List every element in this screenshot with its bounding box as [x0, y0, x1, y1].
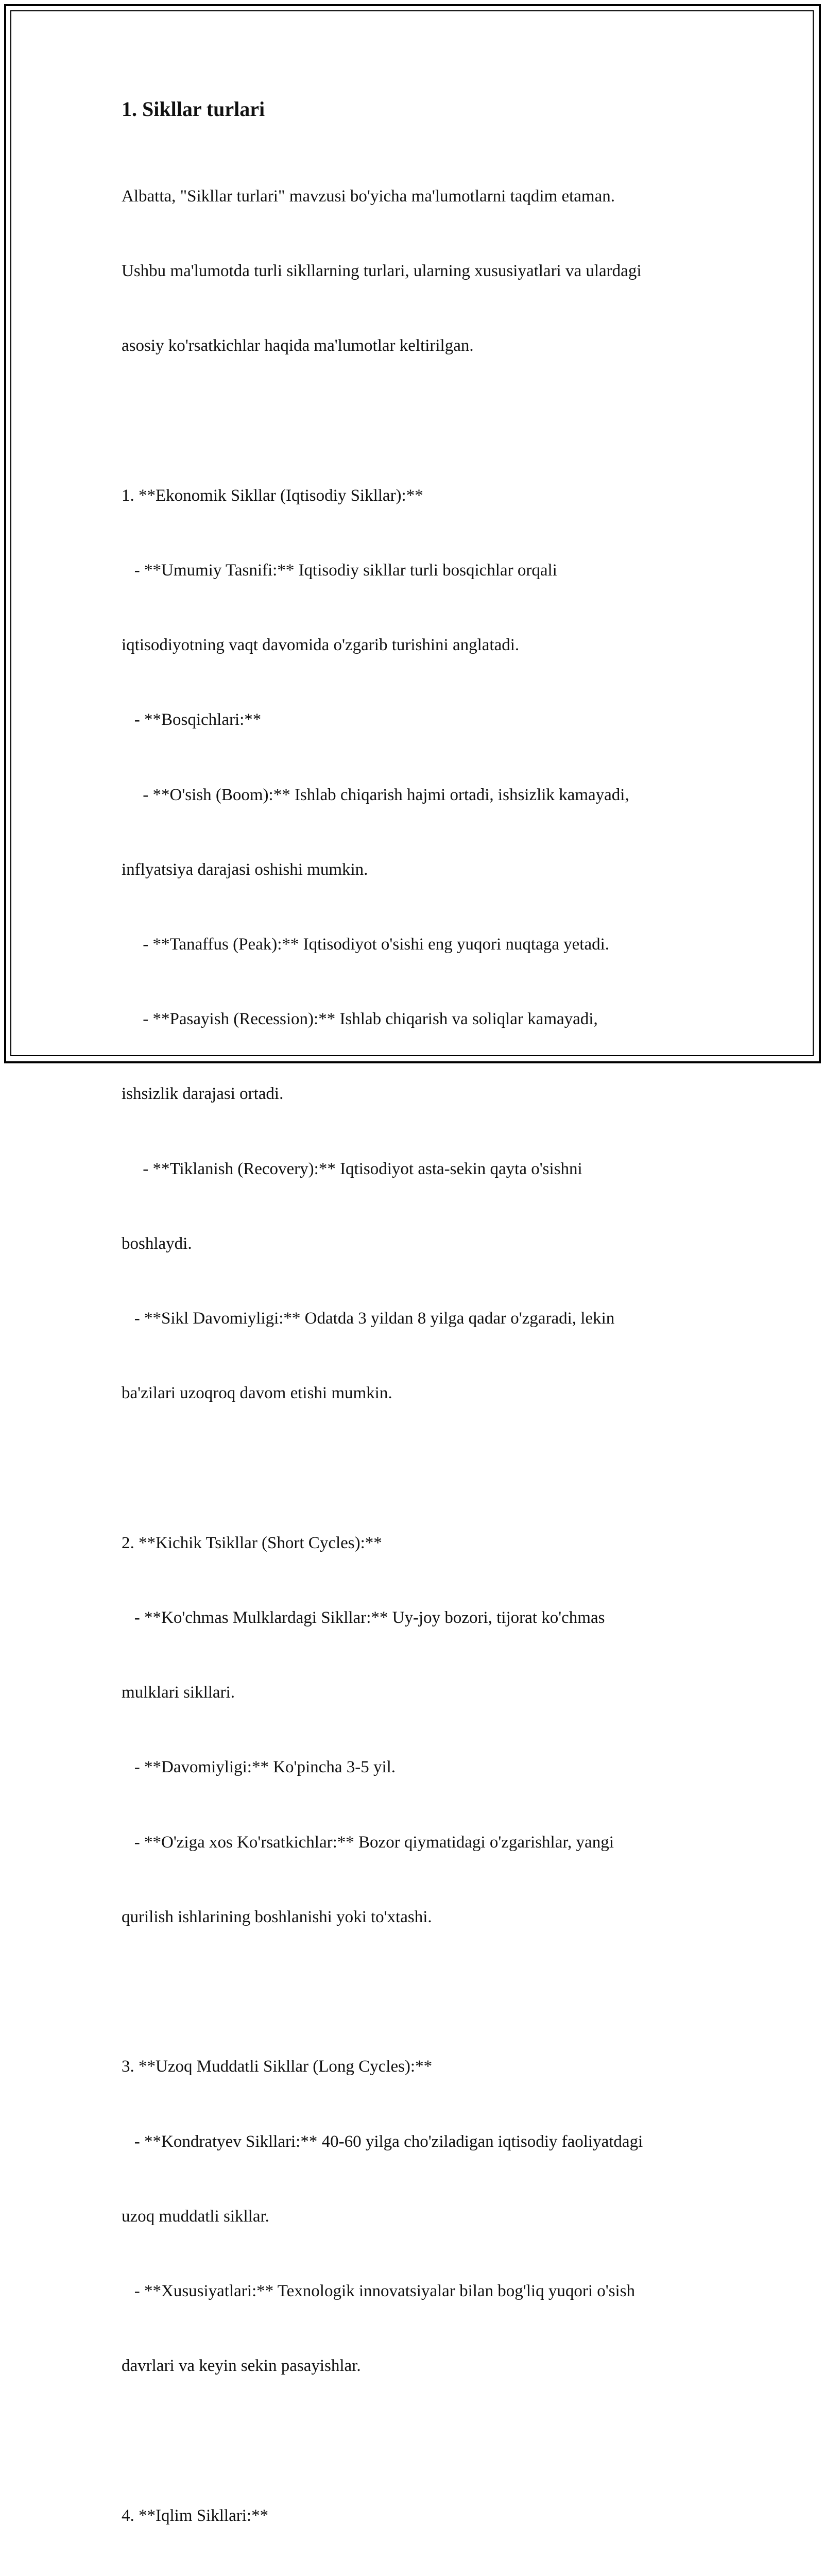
- text-line: boshlaydi.: [122, 1234, 192, 1253]
- text-line: davrlari va keyin sekin pasayishlar.: [122, 2357, 361, 2376]
- text-line: - **Pasayish (Recession):** Ishlab chiqarish va soliqlar kamayadi,: [122, 1010, 598, 1029]
- text-line: 1. **Ekonomik Sikllar (Iqtisodiy Sikllar):**: [122, 486, 423, 505]
- text-line: iqtisodiyotning vaqt davomida o'zgarib turishini anglatadi.: [122, 636, 520, 655]
- text-line: - **O'ziga xos Ko'rsatkichlar:** Bozor qiymatidagi o'zgarishlar, yangi: [122, 1833, 614, 1852]
- text-line: - **O'sish (Boom):** Ishlab chiqarish hajmi ortadi, ishsizlik kamayadi,: [122, 785, 629, 804]
- text-line: uzoq muddatli sikllar.: [122, 2207, 269, 2226]
- text-line: - **Tanaffus (Peak):** Iqtisodiyot o'sishi eng yuqori nuqtaga yetadi.: [122, 935, 610, 954]
- text-line: [122, 408, 709, 433]
- text-line: - **Umumiy Tasnifi:** Iqtisodiy sikllar turli bosqichlar orqali: [122, 561, 557, 580]
- text-line: [122, 1456, 709, 1481]
- text-line: 2. **Kichik Tsikllar (Short Cycles):**: [122, 1533, 382, 1552]
- document-body: [122, 134, 709, 2576]
- text-line: ishsizlik darajasi ortadi.: [122, 1084, 284, 1104]
- text-line: - **Kondratyev Sikllari:** 40-60 yilga cho'ziladigan iqtisodiy faoliyatdagi: [122, 2132, 643, 2151]
- text-line: ba'zilari uzoqroq davom etishi mumkin.: [122, 1384, 392, 1403]
- text-line: 4. **Iqlim Sikllari:**: [122, 2506, 269, 2525]
- text-line: Albatta, "Sikllar turlari" mavzusi bo'yicha ma'lumotlarni taqdim etaman.: [122, 187, 615, 206]
- text-line: 3. **Uzoq Muddatli Sikllar (Long Cycles):**: [122, 2057, 433, 2076]
- text-line: - **Ko'chmas Mulklardagi Sikllar:** Uy-joy bozori, tijorat ko'chmas: [122, 1608, 605, 1627]
- text-line: qurilish ishlarining boshlanishi yoki to'xtashi.: [122, 1907, 432, 1926]
- text-line: - **Tiklanish (Recovery):** Iqtisodiyot asta-sekin qayta o'sishni: [122, 1159, 582, 1178]
- text-line: - **Sikl Davomiyligi:** Odatda 3 yildan 8 yilga qadar o'zgaradi, lekin: [122, 1309, 615, 1328]
- document-heading: 1. Sikllar turlari: [122, 97, 265, 121]
- text-line: mulklari sikllari.: [122, 1683, 235, 1702]
- text-line: [122, 2428, 709, 2453]
- text-line: asosiy ko'rsatkichlar haqida ma'lumotlar keltirilgan.: [122, 336, 474, 355]
- text-line: - **Xususiyatlari:** Texnologik innovatsiyalar bilan bog'liq yuqori o'sish: [122, 2281, 636, 2300]
- text-line: - **Davomiyligi:** Ko'pincha 3-5 yil.: [122, 1758, 396, 1777]
- text-line: - **Bosqichlari:**: [122, 710, 262, 730]
- text-line: inflyatsiya darajasi oshishi mumkin.: [122, 860, 368, 879]
- text-line: Ushbu ma'lumotda turli sikllarning turlari, ularning xususiyatlari va ulardagi: [122, 262, 642, 281]
- text-line: [122, 1979, 709, 2004]
- document-page: [122, 96, 709, 2576]
